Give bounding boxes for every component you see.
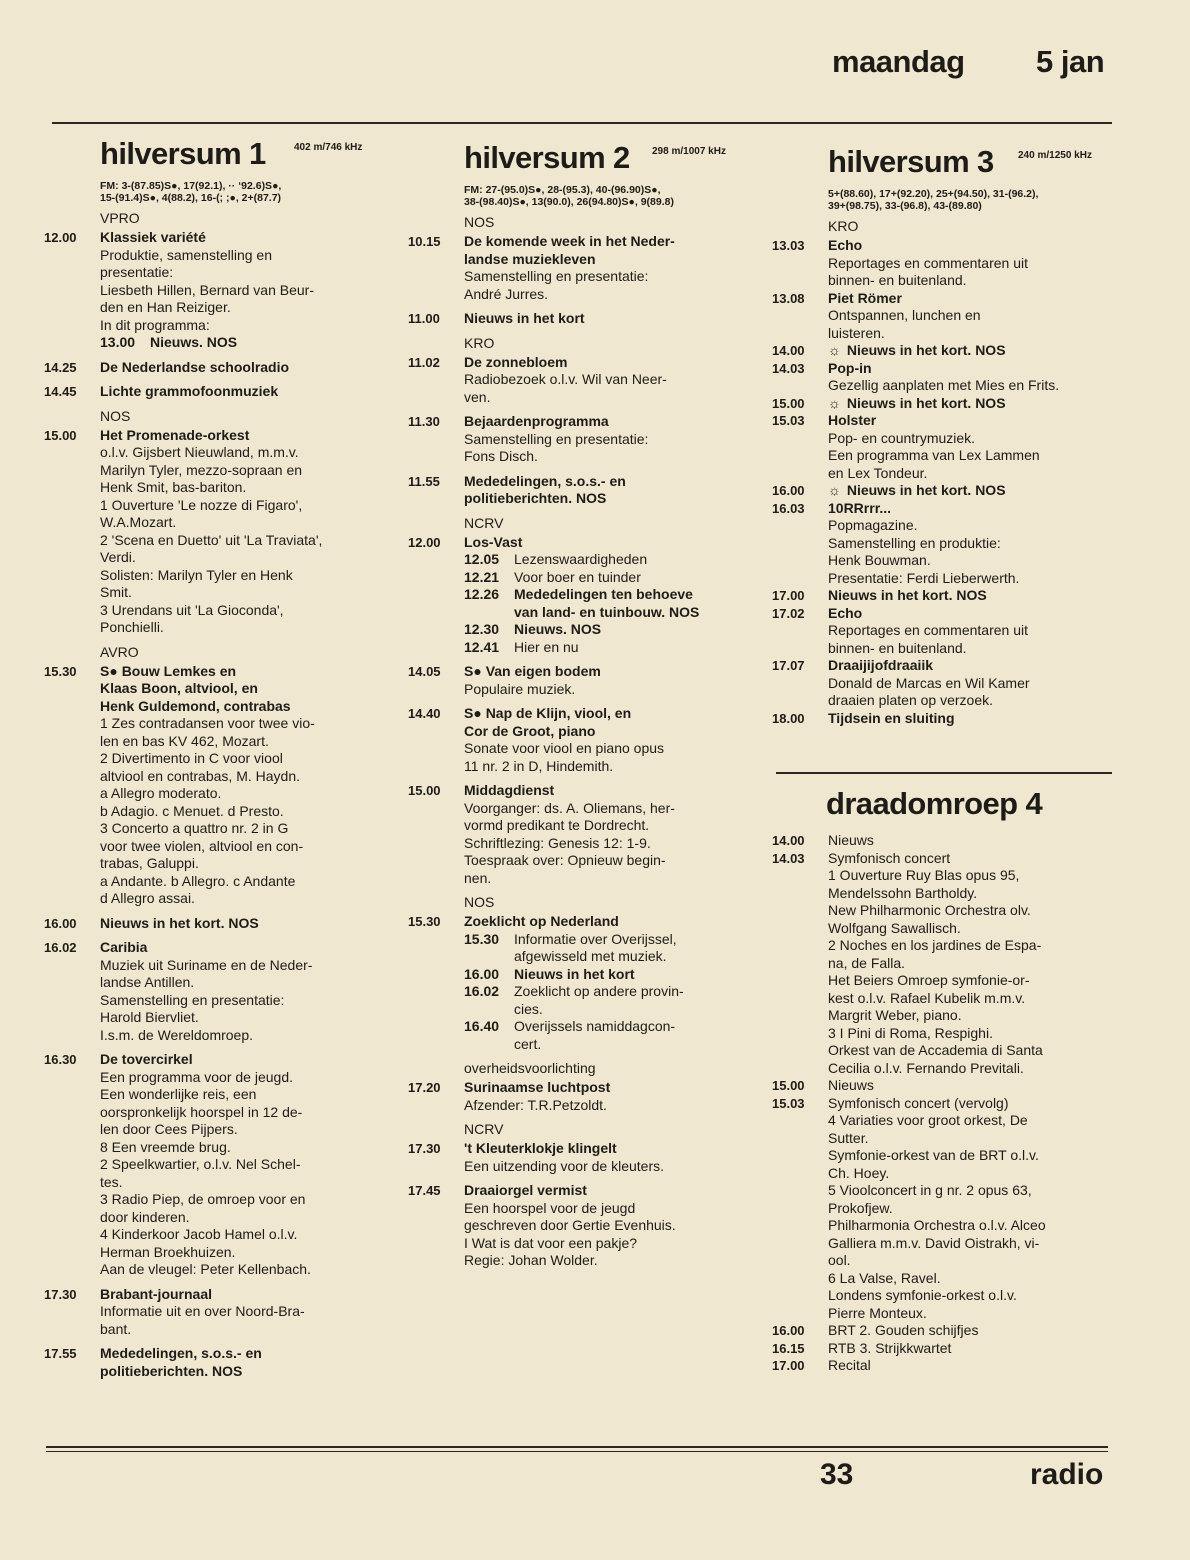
program-description: 1 Zes contradansen voor twee vio- len en bas KV 462, Mozart. 2 Divertimento in C voor viool altviool en contrabas, M. Haydn. a Allegro moderato. b Adagio. c Menuet. d Presto. 3 Concerto a quattro nr. 2 in G voor twee violen, altviool en con- trabas, Galuppi. a Andante. b Allegro. c Andante d Allegro assai.: [100, 715, 315, 906]
station-name: hilversum 2: [464, 140, 630, 175]
program-item: [772, 710, 1112, 728]
sub-program-time: 12.26: [464, 586, 500, 602]
sub-program: [464, 569, 748, 587]
program-item: [772, 290, 1112, 343]
column-draadomroep-4: [772, 786, 1112, 1375]
program-item: [408, 413, 748, 466]
program-time: 14.00: [772, 343, 805, 358]
program-time: 11.55: [408, 473, 440, 489]
program-time: 15.00: [408, 783, 441, 798]
program-item: [408, 913, 748, 1053]
program-description: Gezellig aanplaten met Mies en Frits.: [828, 377, 1060, 393]
sub-program-time: 13.00: [100, 334, 136, 350]
program-time: 10.15: [408, 234, 441, 249]
column-hilversum-3: [772, 144, 1112, 727]
program-item: [44, 359, 384, 377]
sub-program: [464, 966, 748, 984]
program-item: [44, 383, 384, 401]
program-title-line: [464, 1182, 748, 1200]
bottom-rule: [46, 1446, 1108, 1448]
program-title-line: [100, 1051, 384, 1069]
program-title: Lichte grammofoonmuziek: [100, 383, 279, 399]
program-description: Een uitzending voor de kleuters.: [464, 1157, 665, 1174]
column-hilversum-2: [408, 140, 748, 1277]
program-title: Het Promenade-orkest: [100, 426, 250, 443]
program-description: Een programma voor de jeugd. Een wonderlijke reis, een oorspronkelijk hoorspel in 12 de- len door Cees Pijpers. 8 Een vreemde brug. 2 Speelkwartier, o.l.v. Nel Schel- tes. 3 Radio Piep, de omroep voor en door kinderen. 4 Kinderkoor Jacob Hamel o.l.v. Herman Broekhuizen. Aan de vleugel: Peter Kellenbach.: [100, 1068, 311, 1277]
sub-program-text: Informatie over Overijssel, afgewisseld met muziek.: [514, 930, 677, 964]
program-title: Nieuws in het kort. NOS: [828, 587, 987, 603]
top-rule: [52, 122, 1112, 124]
program-time: 13.08: [772, 290, 805, 306]
program-title: Draaijijofdraaiik: [828, 657, 934, 673]
program-time: 15.30: [44, 663, 77, 679]
program-item: [408, 534, 748, 657]
sub-program: [464, 639, 748, 657]
program-title-line: [828, 237, 1112, 255]
program-title-line: [828, 342, 1112, 360]
program-title-line: [464, 233, 748, 268]
program-description: Afzender: T.R.Petzoldt.: [464, 1096, 607, 1113]
section-label: radio: [1030, 1458, 1104, 1491]
program-item: [772, 1077, 1112, 1095]
broadcaster-label: NOS: [464, 894, 495, 910]
program-title-line: [464, 354, 748, 372]
program-title-line: [828, 587, 1112, 605]
program-title-line: [100, 663, 384, 716]
program-item: [772, 1095, 1112, 1323]
program-title: Klassiek variété: [100, 229, 206, 245]
program-title: Pop-in: [828, 359, 872, 376]
program-time: 17.30: [44, 1286, 77, 1302]
station-fm-list: FM: 3-(87.85)S●, 17(92.1), ·· ‘92.6)S●, 15-(91.4)S●, 4(88.2), 16-(; ;●, 2+(87.7): [100, 180, 282, 204]
sub-program-text: Lezenswaardigheden: [514, 551, 648, 567]
station-name: hilversum 3: [828, 144, 994, 179]
program-time: 17.02: [772, 605, 805, 621]
broadcaster-label: NOS: [100, 407, 131, 424]
program-item: [408, 782, 748, 887]
program-item: [772, 1357, 1112, 1375]
program-title-line: [100, 915, 384, 933]
program-title: Middagdienst: [464, 782, 555, 798]
sub-program-time: 12.30: [464, 621, 500, 637]
program-title-line: [100, 1345, 384, 1380]
station-name: hilversum 1: [100, 136, 266, 171]
program-title-line: [464, 663, 748, 681]
news-star-icon: ☼: [828, 482, 841, 498]
broadcaster-label: KRO: [828, 218, 859, 234]
program-title: Nieuws in het kort. NOS: [100, 914, 259, 931]
program-title-line: [464, 705, 748, 740]
program-description: Ontspannen, lunchen en luisteren.: [828, 307, 981, 341]
program-title-line: [464, 782, 748, 800]
program-title-line: [464, 310, 748, 328]
program-title: Bouw Lemkes en Klaas Boon, altviool, en Henk Guldemond, contrabas: [100, 662, 291, 714]
broadcaster-label: NOS: [464, 214, 495, 230]
program-item: [44, 939, 384, 1044]
program-description: Produktie, samenstelling en presentatie: Liesbeth Hillen, Bernard van Beur- den en Han Reiziger. In dit programma:: [100, 246, 315, 333]
stereo-icon: S●: [464, 663, 482, 679]
program-title: Draaiorgel vermist: [464, 1182, 587, 1198]
program-time: 11.02: [408, 354, 440, 370]
program-title-line: [100, 229, 384, 247]
program-title: 10RRrrr...: [828, 499, 892, 516]
program-time: 15.03: [772, 1095, 805, 1111]
program-item: [408, 705, 748, 775]
program-time: 17.00: [772, 588, 805, 603]
program-item: [44, 915, 384, 933]
sub-program: [464, 551, 748, 569]
program-title: Nieuws in het kort. NOS: [846, 394, 1006, 411]
broadcaster-label: VPRO: [100, 210, 140, 226]
program-description: Muziek uit Suriname en de Neder- landse Antillen. Samenstelling en presentatie: Harold Biervliet. I.s.m. de Wereldomroep.: [100, 956, 313, 1043]
program-title-line: [828, 500, 1112, 518]
program-time: 17.00: [772, 1358, 805, 1373]
program-description: Sonate voor viool en piano opus 11 nr. 2 in D, Hindemith.: [464, 740, 665, 774]
sub-program-text: Nieuws. NOS: [514, 621, 602, 637]
program-item: [772, 657, 1112, 710]
program-title: Nieuws in het kort. NOS: [846, 342, 1006, 358]
sub-program-time: 12.21: [464, 568, 500, 585]
program-title: Van eigen bodem: [485, 663, 601, 679]
program-item: [772, 832, 1112, 850]
program-time: 14.25: [44, 359, 77, 375]
program-time: 17.30: [408, 1141, 441, 1156]
program-description: Nieuws: [828, 1077, 874, 1093]
program-time: 14.00: [772, 833, 805, 848]
station-frequency: 402 m/746 kHz: [294, 142, 363, 153]
program-title-line: [464, 1079, 748, 1097]
program-title: Caribia: [100, 939, 148, 955]
program-description: Samenstelling en presentatie: Fons Disch.: [464, 430, 649, 464]
program-title: De zonnebloem: [464, 353, 568, 370]
program-time: 15.00: [772, 1078, 805, 1093]
sub-program-text: Mededelingen ten behoeve van land- en tuinbouw. NOS: [514, 586, 700, 620]
program-title-line: [828, 412, 1112, 430]
program-item: [772, 587, 1112, 605]
program-item: [772, 360, 1112, 395]
broadcaster-label: KRO: [464, 334, 495, 351]
program-item: [44, 229, 384, 352]
program-time: 12.00: [408, 534, 441, 550]
program-title: Nieuws in het kort: [464, 310, 585, 326]
program-description: Popmagazine. Samenstelling en produktie: Henk Bouwman. Presentatie: Ferdi Lieberwerth.: [828, 517, 1020, 586]
program-description: Symfonisch concert (vervolg) 4 Variaties voor groot orkest, De Sutter. Symfonie-orkest van de BRT o.l.v. Ch. Hoey. 5 Vioolconcert in g nr. 2 opus 63, Prokofjew. Philharmonia Orchestra o.l.v. Alceo Galliera m.m.v. David Oistrakh, vi- ool. 6 La Valse, Ravel. Londens symfonie-orkest o.l.v. Pierre Monteux.: [828, 1094, 1046, 1321]
program-time: 14.05: [408, 664, 441, 679]
program-time: 18.00: [772, 710, 805, 726]
sub-program-text: Zoeklicht op andere provin- cies.: [514, 983, 684, 1017]
program-time: 16.00: [772, 1323, 805, 1338]
draadomroep-rule: [776, 772, 1112, 774]
program-item: [44, 427, 384, 637]
program-title-line: [464, 1140, 748, 1158]
date-heading: 5 jan: [1036, 44, 1105, 79]
sub-program-time: 15.30: [464, 930, 500, 947]
program-time: 11.00: [408, 311, 440, 326]
program-description: RTB 3. Strijkkwartet: [828, 1339, 952, 1356]
program-item: [408, 1182, 748, 1270]
broadcaster-label: NCRV: [464, 1121, 504, 1137]
program-title-line: [100, 1286, 384, 1304]
program-title-line: [828, 360, 1112, 378]
program-description: Recital: [828, 1357, 871, 1373]
program-time: 17.55: [44, 1346, 77, 1361]
program-title-line: [100, 383, 384, 401]
broadcaster-label: overheidsvoorlichting: [464, 1060, 596, 1076]
program-description: Samenstelling en presentatie: André Jurres.: [464, 268, 649, 302]
program-title-line: [464, 473, 748, 508]
program-title-line: [828, 482, 1112, 500]
program-item: [772, 500, 1112, 588]
program-time: 12.00: [44, 230, 77, 245]
program-description: Symfonisch concert 1 Ouverture Ruy Blas opus 95, Mendelssohn Bartholdy. New Philharmonic Orchestra olv. Wolfgang Sawallisch. 2 Noches en los jardines de Espa- na, de Falla. Het Beiers Omroep symfonie-or- kest o.l.v. Rafael Kubelik m.m.v. Margrit Weber, piano. 3 I Pini di Roma, Respighi. Orkest van de Accademia di Santa Cecilia o.l.v. Fernando Previtali.: [828, 849, 1043, 1076]
program-title-line: [828, 395, 1112, 413]
program-item: [44, 1345, 384, 1380]
sub-program: [464, 586, 748, 621]
program-description: Informatie uit en over Noord-Bra- bant.: [100, 1303, 305, 1337]
sub-program-text: Nieuws in het kort: [514, 965, 635, 982]
program-time: 16.15: [772, 1340, 805, 1356]
program-item: [772, 237, 1112, 290]
stereo-icon: S●: [100, 662, 118, 679]
sub-program-text: Overijssels namiddagcon- cert.: [514, 1018, 676, 1052]
program-description: Reportages en commentaren uit binnen- en buitenland.: [828, 254, 1028, 288]
program-title-line: [464, 413, 748, 431]
program-time: 15.00: [44, 427, 77, 443]
program-title: De komende week in het Neder- landse muziekleven: [464, 233, 675, 267]
program-item: [408, 473, 748, 508]
program-description: Pop- en countrymuziek. Een programma van Lex Lammen en Lex Tondeur.: [828, 429, 1040, 481]
program-title: Echo: [828, 604, 863, 621]
program-title-line: [828, 605, 1112, 623]
program-title: Nieuws in het kort. NOS: [846, 482, 1006, 498]
program-time: 17.20: [408, 1080, 441, 1095]
program-time: 14.45: [44, 384, 77, 399]
program-title-line: [828, 657, 1112, 675]
sub-program-text: Voor boer en tuinder: [514, 568, 641, 585]
program-description: Voorganger: ds. A. Oliemans, her- vormd predikant te Dordrecht. Schriftlezing: Genesis 12: 1-9. Toespraak over: Opnieuw begin- nen.: [464, 799, 675, 886]
program-title-line: [828, 710, 1112, 728]
program-title: De Nederlandse schoolradio: [100, 358, 290, 375]
program-time: 17.07: [772, 658, 805, 673]
program-item: [772, 850, 1112, 1078]
program-title: Mededelingen, s.o.s.- en politieberichten. NOS: [100, 1345, 262, 1379]
program-time: 14.40: [408, 706, 441, 721]
program-time: 16.03: [772, 500, 805, 516]
program-title-line: [464, 534, 748, 552]
sub-program-time: 12.05: [464, 551, 500, 567]
program-item: [408, 1079, 748, 1114]
program-description: Donald de Marcas en Wil Kamer draaien platen op verzoek.: [828, 674, 1030, 708]
program-time: 16.00: [44, 915, 77, 931]
program-title: Bejaardenprogramma: [464, 413, 609, 429]
sub-program-time: 16.40: [464, 1018, 500, 1034]
program-item: [44, 1286, 384, 1339]
program-time: 17.45: [408, 1183, 441, 1198]
program-title: Los-Vast: [464, 533, 523, 550]
program-title: Piet Römer: [828, 289, 902, 306]
program-title: Tijdsein en sluiting: [828, 709, 955, 726]
program-item: [772, 412, 1112, 482]
page-number: 33: [820, 1458, 854, 1491]
program-time: 15.30: [408, 914, 441, 929]
program-item: [772, 395, 1112, 413]
bottom-rule-thin: [46, 1451, 1108, 1452]
program-time: 16.00: [772, 483, 805, 498]
program-title: Echo: [828, 237, 863, 253]
program-item: [408, 1140, 748, 1175]
program-title-line: [100, 359, 384, 377]
news-star-icon: ☼: [828, 342, 841, 358]
program-item: [44, 1051, 384, 1279]
program-title: De tovercirkel: [100, 1051, 193, 1067]
station-fm-list: 5+(88.60), 17+(92.20), 25+(94.50), 31-(96.2), 39+(98.75), 33-(96.8), 43-(89.80): [828, 188, 1039, 212]
program-time: 14.03: [772, 850, 805, 866]
program-item: [408, 663, 748, 698]
station-name: draadomroep 4: [826, 786, 1043, 821]
sub-program: [100, 334, 384, 352]
program-item: [408, 354, 748, 407]
station-fm-list: FM: 27-(95.0)S●, 28-(95.3), 40-(96.90)S●, 38-(98.40)S●, 13(90.0), 26(94.80)S●, 9(89.8): [464, 184, 674, 208]
program-description: Radiobezoek o.l.v. Wil van Neer- ven.: [464, 371, 667, 405]
sub-program: [464, 983, 748, 1018]
sub-program: [464, 931, 748, 966]
program-description: Nieuws: [828, 832, 874, 848]
program-item: [408, 310, 748, 328]
program-time: 15.03: [772, 413, 805, 428]
program-description: o.l.v. Gijsbert Nieuwland, m.m.v. Marilyn Tyler, mezzo-sopraan en Henk Smit, bas-bariton. 1 Ouverture 'Le nozze di Figaro', W.A.Mozart. 2 'Scena en Duetto' uit 'La Traviata', Verdi. Solisten: Marilyn Tyler en Henk Smit. 3 Urendans uit 'La Gioconda', Ponchielli.: [100, 444, 323, 635]
sub-program: [464, 1018, 748, 1053]
program-description: Reportages en commentaren uit binnen- en buitenland.: [828, 622, 1028, 656]
program-title: Zoeklicht op Nederland: [464, 913, 619, 929]
program-time: 15.00: [772, 395, 805, 411]
program-title: Nap de Klijn, viool, en Cor de Groot, piano: [464, 705, 632, 739]
program-title: Holster: [828, 412, 877, 428]
sub-program-text: Hier en nu: [514, 638, 579, 655]
program-item: [44, 663, 384, 908]
program-title-line: [828, 290, 1112, 308]
program-title: 't Kleuterklokje klingelt: [464, 1140, 617, 1156]
program-time: 16.30: [44, 1052, 77, 1067]
program-time: 16.02: [44, 940, 77, 955]
program-item: [408, 233, 748, 303]
program-title-line: [464, 913, 748, 931]
station-frequency: 240 m/1250 kHz: [1018, 150, 1092, 161]
program-item: [772, 605, 1112, 658]
program-title-line: [100, 427, 384, 445]
stereo-icon: S●: [464, 705, 482, 721]
program-item: [772, 1322, 1112, 1340]
program-title-line: [100, 939, 384, 957]
sub-program-time: 16.02: [464, 983, 500, 999]
program-item: [772, 1340, 1112, 1358]
sub-program-time: 12.41: [464, 638, 500, 655]
program-description: Een hoorspel voor de jeugd geschreven door Gertie Evenhuis. I Wat is dat voor een pakje? Regie: Johan Wolder.: [464, 1199, 676, 1268]
program-item: [772, 482, 1112, 500]
station-frequency: 298 m/1007 kHz: [652, 146, 726, 157]
news-star-icon: ☼: [828, 394, 841, 411]
column-hilversum-1: [44, 136, 384, 1387]
day-heading: maandag: [832, 44, 965, 79]
sub-program-text: Nieuws. NOS: [150, 334, 238, 350]
sub-program: [464, 621, 748, 639]
program-time: 13.03: [772, 238, 805, 253]
program-title: Surinaamse luchtpost: [464, 1079, 611, 1095]
program-description: Populaire muziek.: [464, 680, 576, 697]
program-title: Brabant-journaal: [100, 1285, 213, 1302]
program-time: 11.30: [408, 414, 440, 429]
program-description: BRT 2. Gouden schijfjes: [828, 1322, 979, 1338]
sub-program-time: 16.00: [464, 965, 500, 982]
program-time: 14.03: [772, 360, 805, 376]
broadcaster-label: AVRO: [100, 643, 139, 660]
broadcaster-label: NCRV: [464, 514, 504, 531]
program-item: [772, 342, 1112, 360]
program-title: Mededelingen, s.o.s.- en politieberichten. NOS: [464, 472, 626, 506]
